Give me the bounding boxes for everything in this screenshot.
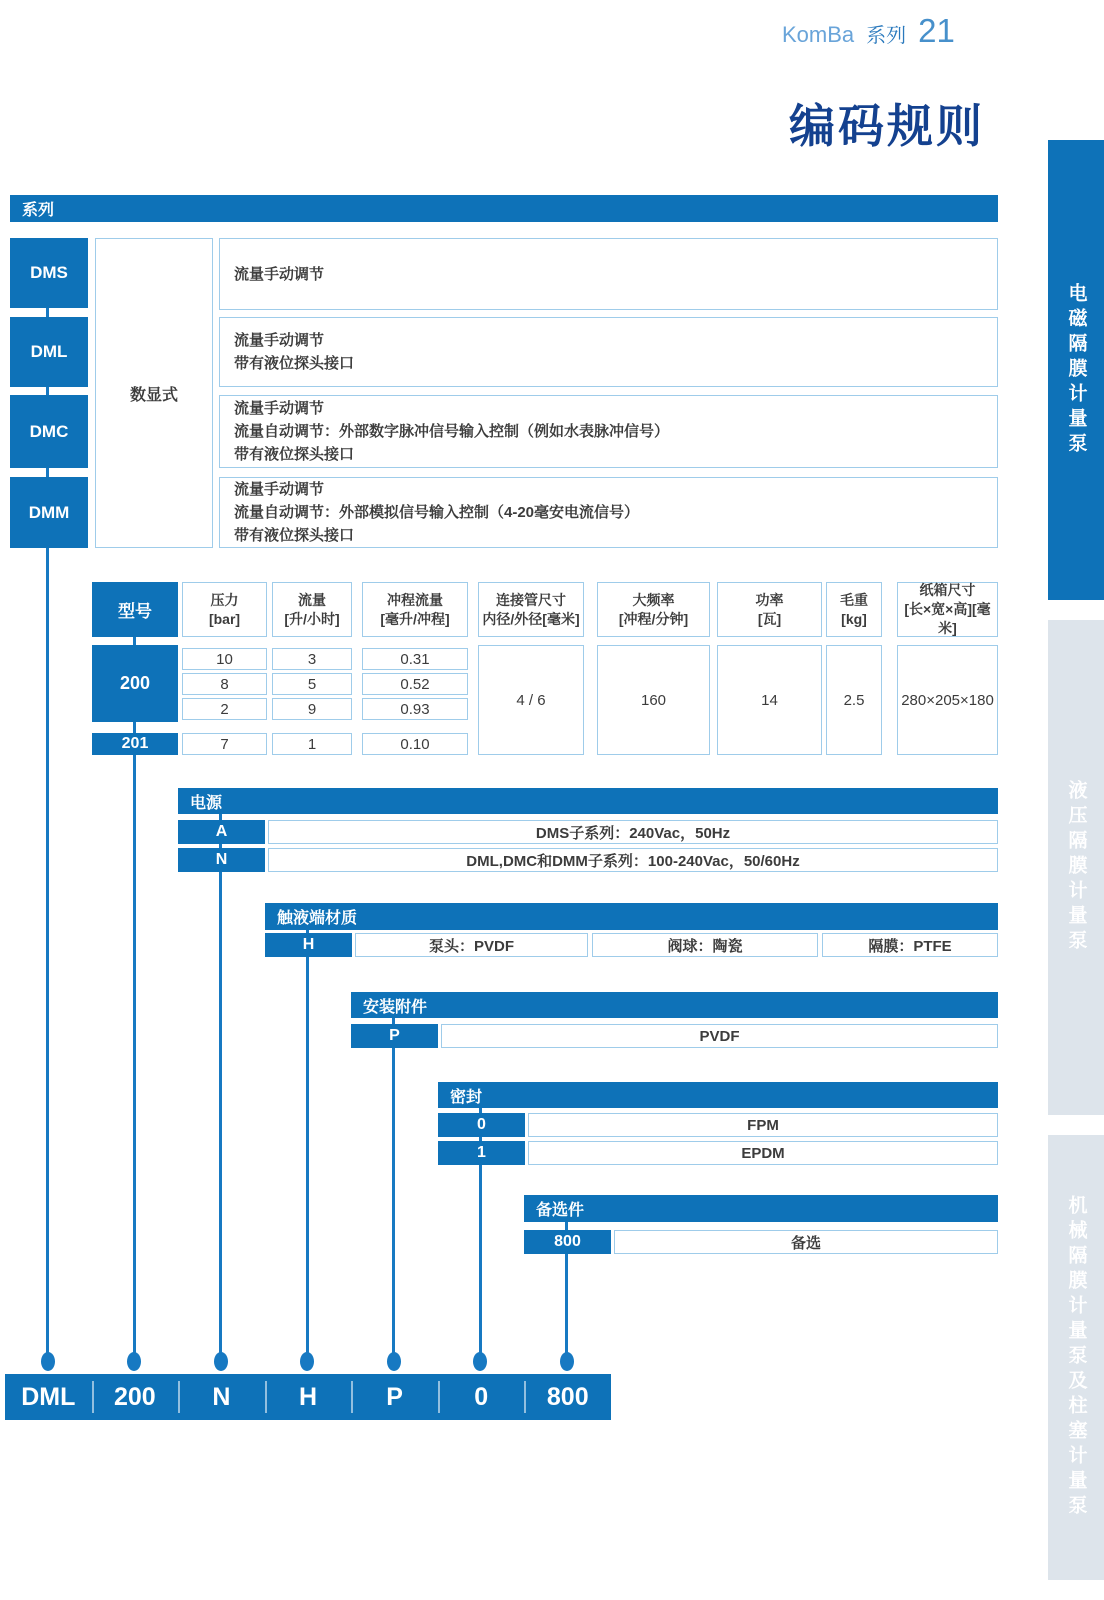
col-header-line: [长×宽×高][毫米]	[904, 601, 991, 636]
power-code-a: A	[178, 820, 265, 844]
desc-line: 流量手动调节	[234, 481, 325, 498]
pipe-size-value: 4 / 6	[478, 645, 584, 755]
col-header-power	[717, 582, 822, 637]
desc-line: 流量自动调节：外部数字脉冲信号输入控制（例如水表脉冲信号）	[234, 423, 670, 440]
col-header-line: [冲程/分钟]	[618, 610, 689, 627]
code-segment-power: N	[178, 1374, 265, 1420]
pressure-value: 10	[182, 648, 267, 670]
flow-value: 9	[272, 698, 352, 720]
connector-dot	[300, 1352, 314, 1371]
col-header-line: [kg]	[841, 610, 867, 627]
seal-desc-0: FPM	[528, 1113, 998, 1137]
series-word: 系列	[866, 25, 907, 47]
seal-desc-1: EPDM	[528, 1141, 998, 1165]
brand-name: KomBa	[782, 22, 855, 47]
series-code-dmm: DMM	[10, 477, 88, 548]
header-brand-line	[782, 12, 955, 50]
code-segment-series: DML	[21, 1382, 76, 1411]
series-code-dmc: DMC	[10, 395, 88, 468]
desc-line: 流量手动调节	[234, 400, 325, 417]
col-header-line: 功率	[755, 591, 784, 608]
page-title: 编码规则	[789, 100, 985, 152]
stroke-flow-value: 0.93	[362, 698, 468, 720]
model-column-header: 型号	[92, 582, 178, 637]
connector-dot	[214, 1352, 228, 1371]
desc-line: 流量自动调节：外部模拟信号输入控制（4-20毫安电流信号）	[234, 504, 640, 521]
pressure-value: 8	[182, 673, 267, 695]
series-desc-dml	[219, 317, 998, 387]
optional-code-800: 800	[524, 1230, 611, 1254]
col-header-flow	[272, 582, 352, 637]
col-header-line: 内径/外径[毫米]	[482, 610, 580, 627]
col-header-max-frequency	[597, 582, 710, 637]
code-segment-material: H	[265, 1374, 352, 1420]
col-header-line: 连接管尺寸	[496, 591, 566, 608]
flow-value: 3	[272, 648, 352, 670]
product-code-bar	[5, 1374, 611, 1420]
connector-dot	[127, 1352, 141, 1371]
pressure-value: 2	[182, 698, 267, 720]
series-desc-dmm	[219, 477, 998, 548]
col-header-line: [毫升/冲程]	[380, 610, 450, 627]
material-code-h: H	[265, 933, 352, 957]
col-header-line: 大频率	[632, 591, 675, 608]
code-segment-seal: 0	[438, 1374, 525, 1420]
series-code-dml: DML	[10, 317, 88, 387]
sidebar-tab-label: 机械隔膜计量泵及柱塞计量泵	[1065, 1195, 1087, 1520]
col-header-line: [瓦]	[757, 610, 782, 627]
connector-dot	[560, 1352, 574, 1371]
sidebar-tab-mechanical-diaphragm-pump	[1048, 1135, 1104, 1580]
carton-size-value: 280×205×180	[897, 645, 998, 755]
col-header-line: 毛重	[840, 591, 868, 608]
material-pump-head: 泵头：PVDF	[355, 933, 588, 957]
page-number: 21	[918, 12, 955, 49]
seal-code-1: 1	[438, 1141, 525, 1165]
stroke-flow-value: 0.31	[362, 648, 468, 670]
desc-line: 带有液位探头接口	[234, 446, 355, 463]
sidebar-tab-label: 电磁隔膜计量泵	[1065, 282, 1087, 458]
series-section-header: 系列	[10, 195, 998, 222]
stroke-flow-value: 0.52	[362, 673, 468, 695]
sidebar-tab-label: 液压隔膜计量泵	[1065, 780, 1087, 955]
optional-section-header: 备选件	[524, 1195, 998, 1222]
model-200-cell: 200	[92, 645, 178, 722]
sidebar-tab-solenoid-diaphragm-pump	[1048, 140, 1104, 600]
flow-value: 5	[272, 673, 352, 695]
desc-line: 带有液位探头接口	[234, 355, 355, 372]
desc-line: 带有液位探头接口	[234, 527, 355, 544]
material-valve-ball: 阀球：陶瓷	[592, 933, 818, 957]
power-desc-a: DMS子系列：240Vac，50Hz	[268, 820, 998, 844]
material-diaphragm: 隔膜：PTFE	[822, 933, 998, 957]
desc-line: 流量手动调节	[234, 332, 325, 349]
col-header-carton-size	[897, 582, 998, 637]
col-header-line: 冲程流量	[387, 591, 443, 608]
accessory-code-p: P	[351, 1024, 438, 1048]
pressure-value: 7	[182, 733, 267, 755]
col-header-pipe-size	[478, 582, 584, 637]
stroke-flow-value: 0.10	[362, 733, 468, 755]
seal-section-header: 密封	[438, 1082, 998, 1108]
series-desc-dmc	[219, 395, 998, 468]
connector-line-power	[219, 788, 222, 1362]
power-code-n: N	[178, 848, 265, 872]
col-header-line: 压力	[210, 591, 239, 608]
accessory-desc: PVDF	[441, 1024, 998, 1048]
display-type-cell: 数显式	[95, 238, 213, 548]
power-section-header: 电源	[178, 788, 998, 814]
col-header-pressure	[182, 582, 267, 637]
gross-weight-value: 2.5	[826, 645, 882, 755]
series-desc-dms	[219, 238, 998, 310]
col-header-line: 纸箱尺寸	[919, 582, 976, 598]
desc-line: 流量手动调节	[234, 265, 325, 283]
material-section-header: 触液端材质	[265, 903, 998, 930]
connector-dot	[473, 1352, 487, 1371]
accessory-section-header: 安装附件	[351, 992, 998, 1018]
code-segment-accessory: P	[351, 1374, 438, 1420]
col-header-gross-weight	[826, 582, 882, 637]
col-header-line: [升/小时]	[284, 610, 340, 627]
optional-desc: 备选	[614, 1230, 998, 1254]
seal-code-0: 0	[438, 1113, 525, 1137]
power-value: 14	[717, 645, 822, 755]
connector-dot	[41, 1352, 55, 1371]
code-segment-optional: 800	[524, 1374, 611, 1420]
flow-value: 1	[272, 733, 352, 755]
model-201-cell: 201	[92, 733, 178, 755]
connector-dot	[387, 1352, 401, 1371]
series-code-dms: DMS	[10, 238, 88, 308]
code-segment-model: 200	[92, 1374, 179, 1420]
col-header-line: [bar]	[208, 610, 241, 627]
power-desc-n: DML,DMC和DMM子系列：100-240Vac，50/60Hz	[268, 848, 998, 872]
col-header-line: 流量	[298, 591, 326, 608]
sidebar-tab-hydraulic-diaphragm-pump	[1048, 620, 1104, 1115]
col-header-stroke-flow	[362, 582, 468, 637]
max-frequency-value: 160	[597, 645, 710, 755]
connector-line-material	[306, 903, 309, 1362]
